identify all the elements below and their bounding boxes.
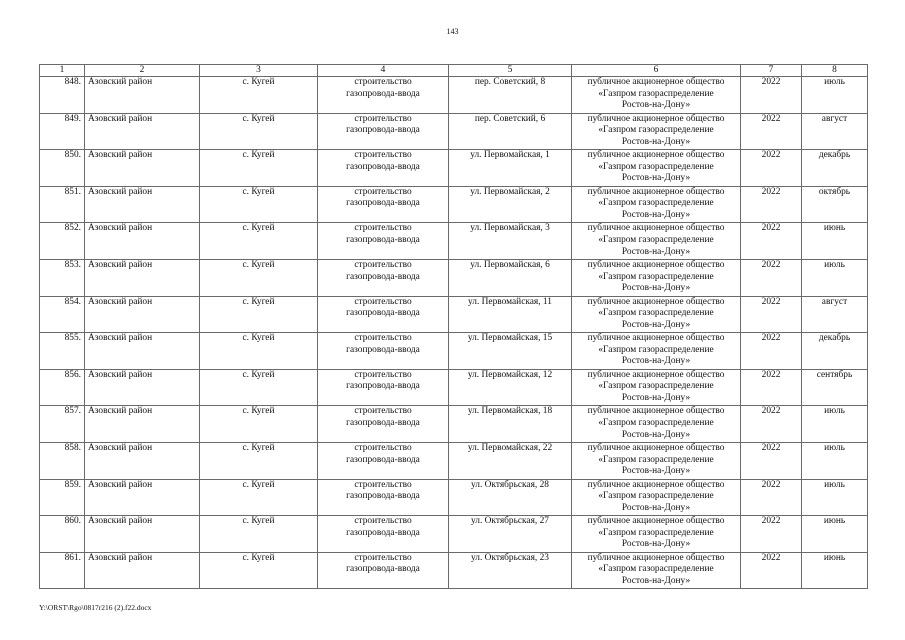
address-cell-line: ул. Первомайская, 6 xyxy=(470,259,550,270)
village-cell-line: с. Кугей xyxy=(242,77,275,87)
month-cell xyxy=(802,479,868,516)
organization-cell xyxy=(572,113,741,150)
address-cell-line: пер. Советский, 8 xyxy=(474,77,546,87)
year-cell xyxy=(741,369,802,406)
column-header: 1 xyxy=(40,65,85,77)
organization-cell xyxy=(572,479,741,516)
month-cell-line: июль xyxy=(824,479,845,490)
row-number xyxy=(40,333,85,370)
work-type-cell-line: газопровода-ввода xyxy=(346,161,420,172)
address-cell xyxy=(449,333,572,370)
year-cell-line: 2022 xyxy=(761,186,781,197)
row-number xyxy=(40,113,85,150)
village-cell-line: с. Кугей xyxy=(242,113,275,124)
header-row xyxy=(40,65,868,77)
organization-cell-line: Ростов-на-Дону» xyxy=(621,209,691,220)
work-type-cell xyxy=(318,259,449,296)
village-cell-line: с. Кугей xyxy=(242,369,275,380)
organization-cell xyxy=(572,552,741,589)
organization-cell-line: Ростов-на-Дону» xyxy=(621,392,691,403)
row-number-line: 855. xyxy=(64,333,81,344)
organization-cell-line: «Газпром газораспределение xyxy=(598,564,714,575)
address-cell xyxy=(449,259,572,296)
district-cell xyxy=(85,113,200,150)
district-cell xyxy=(85,369,200,406)
address-cell-line: ул. Первомайская, 11 xyxy=(468,296,552,307)
village-cell-line: с. Кугей xyxy=(242,259,275,270)
table-row xyxy=(40,150,868,187)
organization-cell-line: «Газпром газораспределение xyxy=(598,491,714,502)
organization-cell-line: публичное акционерное общество xyxy=(587,259,725,270)
organization-cell xyxy=(572,150,741,187)
organization-cell-line: Ростов-на-Дону» xyxy=(621,283,691,294)
work-type-cell-line: газопровода-ввода xyxy=(346,527,420,538)
year-cell-line: 2022 xyxy=(761,113,781,124)
work-type-cell-line: газопровода-ввода xyxy=(346,417,420,428)
village-cell xyxy=(200,479,318,516)
address-cell xyxy=(449,186,572,223)
year-cell-line: 2022 xyxy=(761,150,781,161)
organization-cell xyxy=(572,333,741,370)
district-cell-line: Азовский район xyxy=(88,113,153,124)
organization-cell-line: публичное акционерное общество xyxy=(587,150,725,161)
work-type-cell xyxy=(318,406,449,443)
row-number-line: 848. xyxy=(64,77,81,87)
table-row xyxy=(40,516,868,553)
organization-cell-line: публичное акционерное общество xyxy=(587,442,725,453)
month-cell-line: июнь xyxy=(823,223,846,234)
organization-cell-line: «Газпром газораспределение xyxy=(598,417,714,428)
work-type-cell-line: газопровода-ввода xyxy=(346,125,420,136)
organization-cell-line: публичное акционерное общество xyxy=(587,113,725,124)
table-row xyxy=(40,406,868,443)
work-type-cell-line: газопровода-ввода xyxy=(346,234,420,245)
work-type-cell-line: газопровода-ввода xyxy=(346,271,420,282)
village-cell xyxy=(200,186,318,223)
organization-cell-line: публичное акционерное общество xyxy=(587,77,725,87)
organization-cell-line: «Газпром газораспределение xyxy=(598,308,714,319)
work-type-cell-line: строительство xyxy=(354,442,412,453)
village-cell-line: с. Кугей xyxy=(242,296,275,307)
row-number xyxy=(40,77,85,114)
table-body xyxy=(40,77,868,589)
row-number-line: 860. xyxy=(64,516,81,527)
organization-cell xyxy=(572,186,741,223)
organization-cell-line: публичное акционерное общество xyxy=(587,516,725,527)
year-cell xyxy=(741,186,802,223)
district-cell xyxy=(85,150,200,187)
organization-cell xyxy=(572,406,741,443)
work-type-cell xyxy=(318,113,449,150)
work-type-cell xyxy=(318,369,449,406)
address-cell-line: ул. Первомайская, 12 xyxy=(467,369,553,380)
district-cell xyxy=(85,406,200,443)
month-cell xyxy=(802,406,868,443)
year-cell xyxy=(741,259,802,296)
page-number: 143 xyxy=(446,27,459,36)
village-cell xyxy=(200,259,318,296)
organization-cell-line: Ростов-на-Дону» xyxy=(621,136,691,147)
table-row xyxy=(40,223,868,260)
work-type-cell-line: строительство xyxy=(354,369,412,380)
work-type-cell xyxy=(318,223,449,260)
year-cell-line: 2022 xyxy=(761,259,781,270)
work-type-cell-line: газопровода-ввода xyxy=(346,564,420,575)
month-cell-line: декабрь xyxy=(818,150,851,161)
row-number-line: 858. xyxy=(64,442,81,453)
district-cell-line: Азовский район xyxy=(88,442,153,453)
year-cell-line: 2022 xyxy=(761,516,781,527)
district-cell-line: Азовский район xyxy=(88,369,153,380)
table-row xyxy=(40,77,868,114)
row-number xyxy=(40,369,85,406)
district-cell xyxy=(85,186,200,223)
organization-cell-line: «Газпром газораспределение xyxy=(598,198,714,209)
village-cell-line: с. Кугей xyxy=(242,333,275,344)
village-cell xyxy=(200,113,318,150)
district-cell-line: Азовский район xyxy=(88,552,153,563)
village-cell-line: с. Кугей xyxy=(242,516,275,527)
work-type-cell xyxy=(318,552,449,589)
month-cell-line: октябрь xyxy=(818,186,851,197)
row-number xyxy=(40,552,85,589)
work-type-cell xyxy=(318,77,449,114)
row-number-line: 852. xyxy=(64,223,81,234)
district-cell xyxy=(85,516,200,553)
village-cell xyxy=(200,223,318,260)
year-cell xyxy=(741,296,802,333)
month-cell xyxy=(802,369,868,406)
column-header: 4 xyxy=(318,65,449,77)
work-type-cell-line: газопровода-ввода xyxy=(346,344,420,355)
address-cell-line: ул. Первомайская, 1 xyxy=(470,150,550,161)
year-cell xyxy=(741,406,802,443)
organization-cell-line: «Газпром газораспределение xyxy=(598,234,714,245)
organization-cell-line: публичное акционерное общество xyxy=(587,333,725,344)
district-cell xyxy=(85,259,200,296)
registry-table xyxy=(39,64,868,589)
organization-cell-line: Ростов-на-Дону» xyxy=(621,466,691,477)
work-type-cell-line: газопровода-ввода xyxy=(346,88,420,99)
address-cell-line: ул. Первомайская, 3 xyxy=(470,223,550,234)
month-cell-line: сентябрь xyxy=(816,369,853,380)
row-number xyxy=(40,516,85,553)
organization-cell-line: публичное акционерное общество xyxy=(587,479,725,490)
month-cell xyxy=(802,442,868,479)
month-cell xyxy=(802,259,868,296)
year-cell xyxy=(741,113,802,150)
work-type-cell-line: строительство xyxy=(354,406,412,417)
work-type-cell-line: строительство xyxy=(354,516,412,527)
table-row xyxy=(40,296,868,333)
address-cell xyxy=(449,552,572,589)
table-row xyxy=(40,369,868,406)
work-type-cell-line: строительство xyxy=(354,223,412,234)
address-cell-line: ул. Октябрьская, 28 xyxy=(471,479,549,490)
month-cell-line: июль xyxy=(824,406,845,417)
village-cell xyxy=(200,369,318,406)
village-cell-line: с. Кугей xyxy=(242,479,275,490)
row-number-line: 849. xyxy=(64,113,81,124)
village-cell xyxy=(200,516,318,553)
address-cell xyxy=(449,296,572,333)
organization-cell-line: Ростов-на-Дону» xyxy=(621,502,691,513)
organization-cell-line: публичное акционерное общество xyxy=(587,369,725,380)
district-cell-line: Азовский район xyxy=(88,333,153,344)
row-number xyxy=(40,296,85,333)
footer-file-path: Y:\ORST\Rgo\0817r216 (2).f22.docx xyxy=(39,603,152,612)
address-cell-line: ул. Первомайская, 15 xyxy=(467,333,553,344)
work-type-cell-line: строительство xyxy=(354,150,412,161)
year-cell-line: 2022 xyxy=(761,369,781,380)
organization-cell xyxy=(572,369,741,406)
district-cell-line: Азовский район xyxy=(88,516,153,527)
work-type-cell-line: строительство xyxy=(354,479,412,490)
year-cell-line: 2022 xyxy=(761,406,781,417)
organization-cell-line: Ростов-на-Дону» xyxy=(621,173,691,184)
organization-cell xyxy=(572,442,741,479)
row-number-line: 859. xyxy=(64,479,81,490)
table-row xyxy=(40,479,868,516)
month-cell-line: июнь xyxy=(823,516,846,527)
district-cell-line: Азовский район xyxy=(88,77,153,87)
month-cell xyxy=(802,150,868,187)
village-cell-line: с. Кугей xyxy=(242,186,275,197)
column-header: 3 xyxy=(200,65,318,77)
row-number-line: 853. xyxy=(64,259,81,270)
district-cell-line: Азовский район xyxy=(88,406,153,417)
work-type-cell-line: строительство xyxy=(354,333,412,344)
organization-cell-line: публичное акционерное общество xyxy=(587,223,725,234)
district-cell xyxy=(85,479,200,516)
village-cell xyxy=(200,442,318,479)
row-number xyxy=(40,223,85,260)
work-type-cell xyxy=(318,150,449,187)
column-header: 5 xyxy=(449,65,572,77)
column-header: 2 xyxy=(85,65,200,77)
column-header: 8 xyxy=(802,65,868,77)
year-cell-line: 2022 xyxy=(761,296,781,307)
year-cell xyxy=(741,479,802,516)
district-cell xyxy=(85,223,200,260)
year-cell xyxy=(741,442,802,479)
organization-cell-line: Ростов-на-Дону» xyxy=(621,429,691,440)
organization-cell-line: Ростов-на-Дону» xyxy=(621,356,691,367)
month-cell xyxy=(802,186,868,223)
address-cell-line: ул. Октябрьская, 23 xyxy=(471,552,549,563)
year-cell xyxy=(741,516,802,553)
district-cell-line: Азовский район xyxy=(88,150,153,161)
organization-cell-line: Ростов-на-Дону» xyxy=(621,575,691,586)
work-type-cell-line: строительство xyxy=(354,552,412,563)
district-cell xyxy=(85,333,200,370)
organization-cell xyxy=(572,223,741,260)
row-number-line: 857. xyxy=(64,406,81,417)
row-number xyxy=(40,259,85,296)
month-cell-line: июль xyxy=(824,259,845,270)
address-cell xyxy=(449,516,572,553)
address-cell-line: ул. Первомайская, 18 xyxy=(467,406,553,417)
address-cell xyxy=(449,150,572,187)
district-cell xyxy=(85,442,200,479)
year-cell xyxy=(741,77,802,114)
organization-cell xyxy=(572,296,741,333)
row-number xyxy=(40,406,85,443)
village-cell xyxy=(200,406,318,443)
organization-cell xyxy=(572,259,741,296)
organization-cell xyxy=(572,516,741,553)
work-type-cell xyxy=(318,516,449,553)
year-cell-line: 2022 xyxy=(761,552,781,563)
work-type-cell xyxy=(318,296,449,333)
village-cell xyxy=(200,77,318,114)
organization-cell-line: публичное акционерное общество xyxy=(587,406,725,417)
village-cell xyxy=(200,150,318,187)
month-cell xyxy=(802,333,868,370)
organization-cell-line: публичное акционерное общество xyxy=(587,552,725,563)
row-number xyxy=(40,442,85,479)
village-cell xyxy=(200,552,318,589)
district-cell xyxy=(85,296,200,333)
month-cell xyxy=(802,77,868,114)
address-cell-line: пер. Советский, 6 xyxy=(474,113,546,124)
work-type-cell-line: строительство xyxy=(354,296,412,307)
row-number xyxy=(40,186,85,223)
work-type-cell-line: газопровода-ввода xyxy=(346,308,420,319)
row-number-line: 854. xyxy=(64,296,81,307)
organization-cell-line: публичное акционерное общество xyxy=(587,186,725,197)
table-row xyxy=(40,552,868,589)
table-row xyxy=(40,442,868,479)
row-number xyxy=(40,150,85,187)
address-cell-line: ул. Октябрьская, 27 xyxy=(471,516,549,527)
year-cell xyxy=(741,150,802,187)
year-cell-line: 2022 xyxy=(761,223,781,234)
district-cell xyxy=(85,77,200,114)
district-cell-line: Азовский район xyxy=(88,296,153,307)
work-type-cell-line: газопровода-ввода xyxy=(346,491,420,502)
village-cell-line: с. Кугей xyxy=(242,442,275,453)
organization-cell-line: Ростов-на-Дону» xyxy=(621,539,691,550)
year-cell xyxy=(741,552,802,589)
address-cell xyxy=(449,442,572,479)
address-cell-line: ул. Первомайская, 22 xyxy=(467,442,553,453)
row-number-line: 856. xyxy=(64,369,81,380)
year-cell-line: 2022 xyxy=(761,77,781,87)
work-type-cell-line: строительство xyxy=(354,186,412,197)
column-header: 7 xyxy=(741,65,802,77)
month-cell xyxy=(802,552,868,589)
table-row xyxy=(40,333,868,370)
row-number-line: 851. xyxy=(64,186,81,197)
organization-cell-line: «Газпром газораспределение xyxy=(598,271,714,282)
month-cell xyxy=(802,223,868,260)
row-number-line: 861. xyxy=(64,552,81,563)
work-type-cell-line: газопровода-ввода xyxy=(346,198,420,209)
organization-cell-line: «Газпром газораспределение xyxy=(598,88,714,99)
organization-cell-line: «Газпром газораспределение xyxy=(598,125,714,136)
address-cell xyxy=(449,369,572,406)
organization-cell-line: «Газпром газораспределение xyxy=(598,344,714,355)
row-number-line: 850. xyxy=(64,150,81,161)
organization-cell-line: «Газпром газораспределение xyxy=(598,161,714,172)
organization-cell xyxy=(572,77,741,114)
district-cell xyxy=(85,552,200,589)
village-cell-line: с. Кугей xyxy=(242,223,275,234)
month-cell-line: август xyxy=(821,296,848,307)
work-type-cell-line: строительство xyxy=(354,77,412,87)
district-cell-line: Азовский район xyxy=(88,223,153,234)
work-type-cell xyxy=(318,479,449,516)
address-cell xyxy=(449,406,572,443)
district-cell-line: Азовский район xyxy=(88,479,153,490)
organization-cell-line: «Газпром газораспределение xyxy=(598,454,714,465)
work-type-cell-line: строительство xyxy=(354,113,412,124)
address-cell xyxy=(449,113,572,150)
month-cell-line: август xyxy=(821,113,848,124)
year-cell-line: 2022 xyxy=(761,333,781,344)
work-type-cell xyxy=(318,186,449,223)
organization-cell-line: Ростов-на-Дону» xyxy=(621,246,691,257)
table-row xyxy=(40,186,868,223)
village-cell xyxy=(200,296,318,333)
table-row xyxy=(40,259,868,296)
address-cell-line: ул. Первомайская, 2 xyxy=(470,186,550,197)
month-cell-line: июль xyxy=(824,77,845,87)
work-type-cell xyxy=(318,333,449,370)
organization-cell-line: публичное акционерное общество xyxy=(587,296,725,307)
work-type-cell-line: газопровода-ввода xyxy=(346,454,420,465)
work-type-cell-line: газопровода-ввода xyxy=(346,381,420,392)
organization-cell-line: Ростов-на-Дону» xyxy=(621,319,691,330)
year-cell xyxy=(741,333,802,370)
village-cell-line: с. Кугей xyxy=(242,406,275,417)
district-cell-line: Азовский район xyxy=(88,186,153,197)
month-cell-line: июль xyxy=(824,442,845,453)
district-cell-line: Азовский район xyxy=(88,259,153,270)
column-header: 6 xyxy=(572,65,741,77)
year-cell-line: 2022 xyxy=(761,442,781,453)
village-cell-line: с. Кугей xyxy=(242,552,275,563)
village-cell xyxy=(200,333,318,370)
village-cell-line: с. Кугей xyxy=(242,150,275,161)
month-cell xyxy=(802,113,868,150)
organization-cell-line: Ростов-на-Дону» xyxy=(621,100,691,111)
month-cell-line: июнь xyxy=(823,552,846,563)
row-number xyxy=(40,479,85,516)
month-cell xyxy=(802,516,868,553)
address-cell xyxy=(449,77,572,114)
year-cell-line: 2022 xyxy=(761,479,781,490)
work-type-cell-line: строительство xyxy=(354,259,412,270)
organization-cell-line: «Газпром газораспределение xyxy=(598,527,714,538)
work-type-cell xyxy=(318,442,449,479)
month-cell xyxy=(802,296,868,333)
month-cell-line: декабрь xyxy=(818,333,851,344)
year-cell xyxy=(741,223,802,260)
address-cell xyxy=(449,223,572,260)
table-row xyxy=(40,113,868,150)
organization-cell-line: «Газпром газораспределение xyxy=(598,381,714,392)
address-cell xyxy=(449,479,572,516)
